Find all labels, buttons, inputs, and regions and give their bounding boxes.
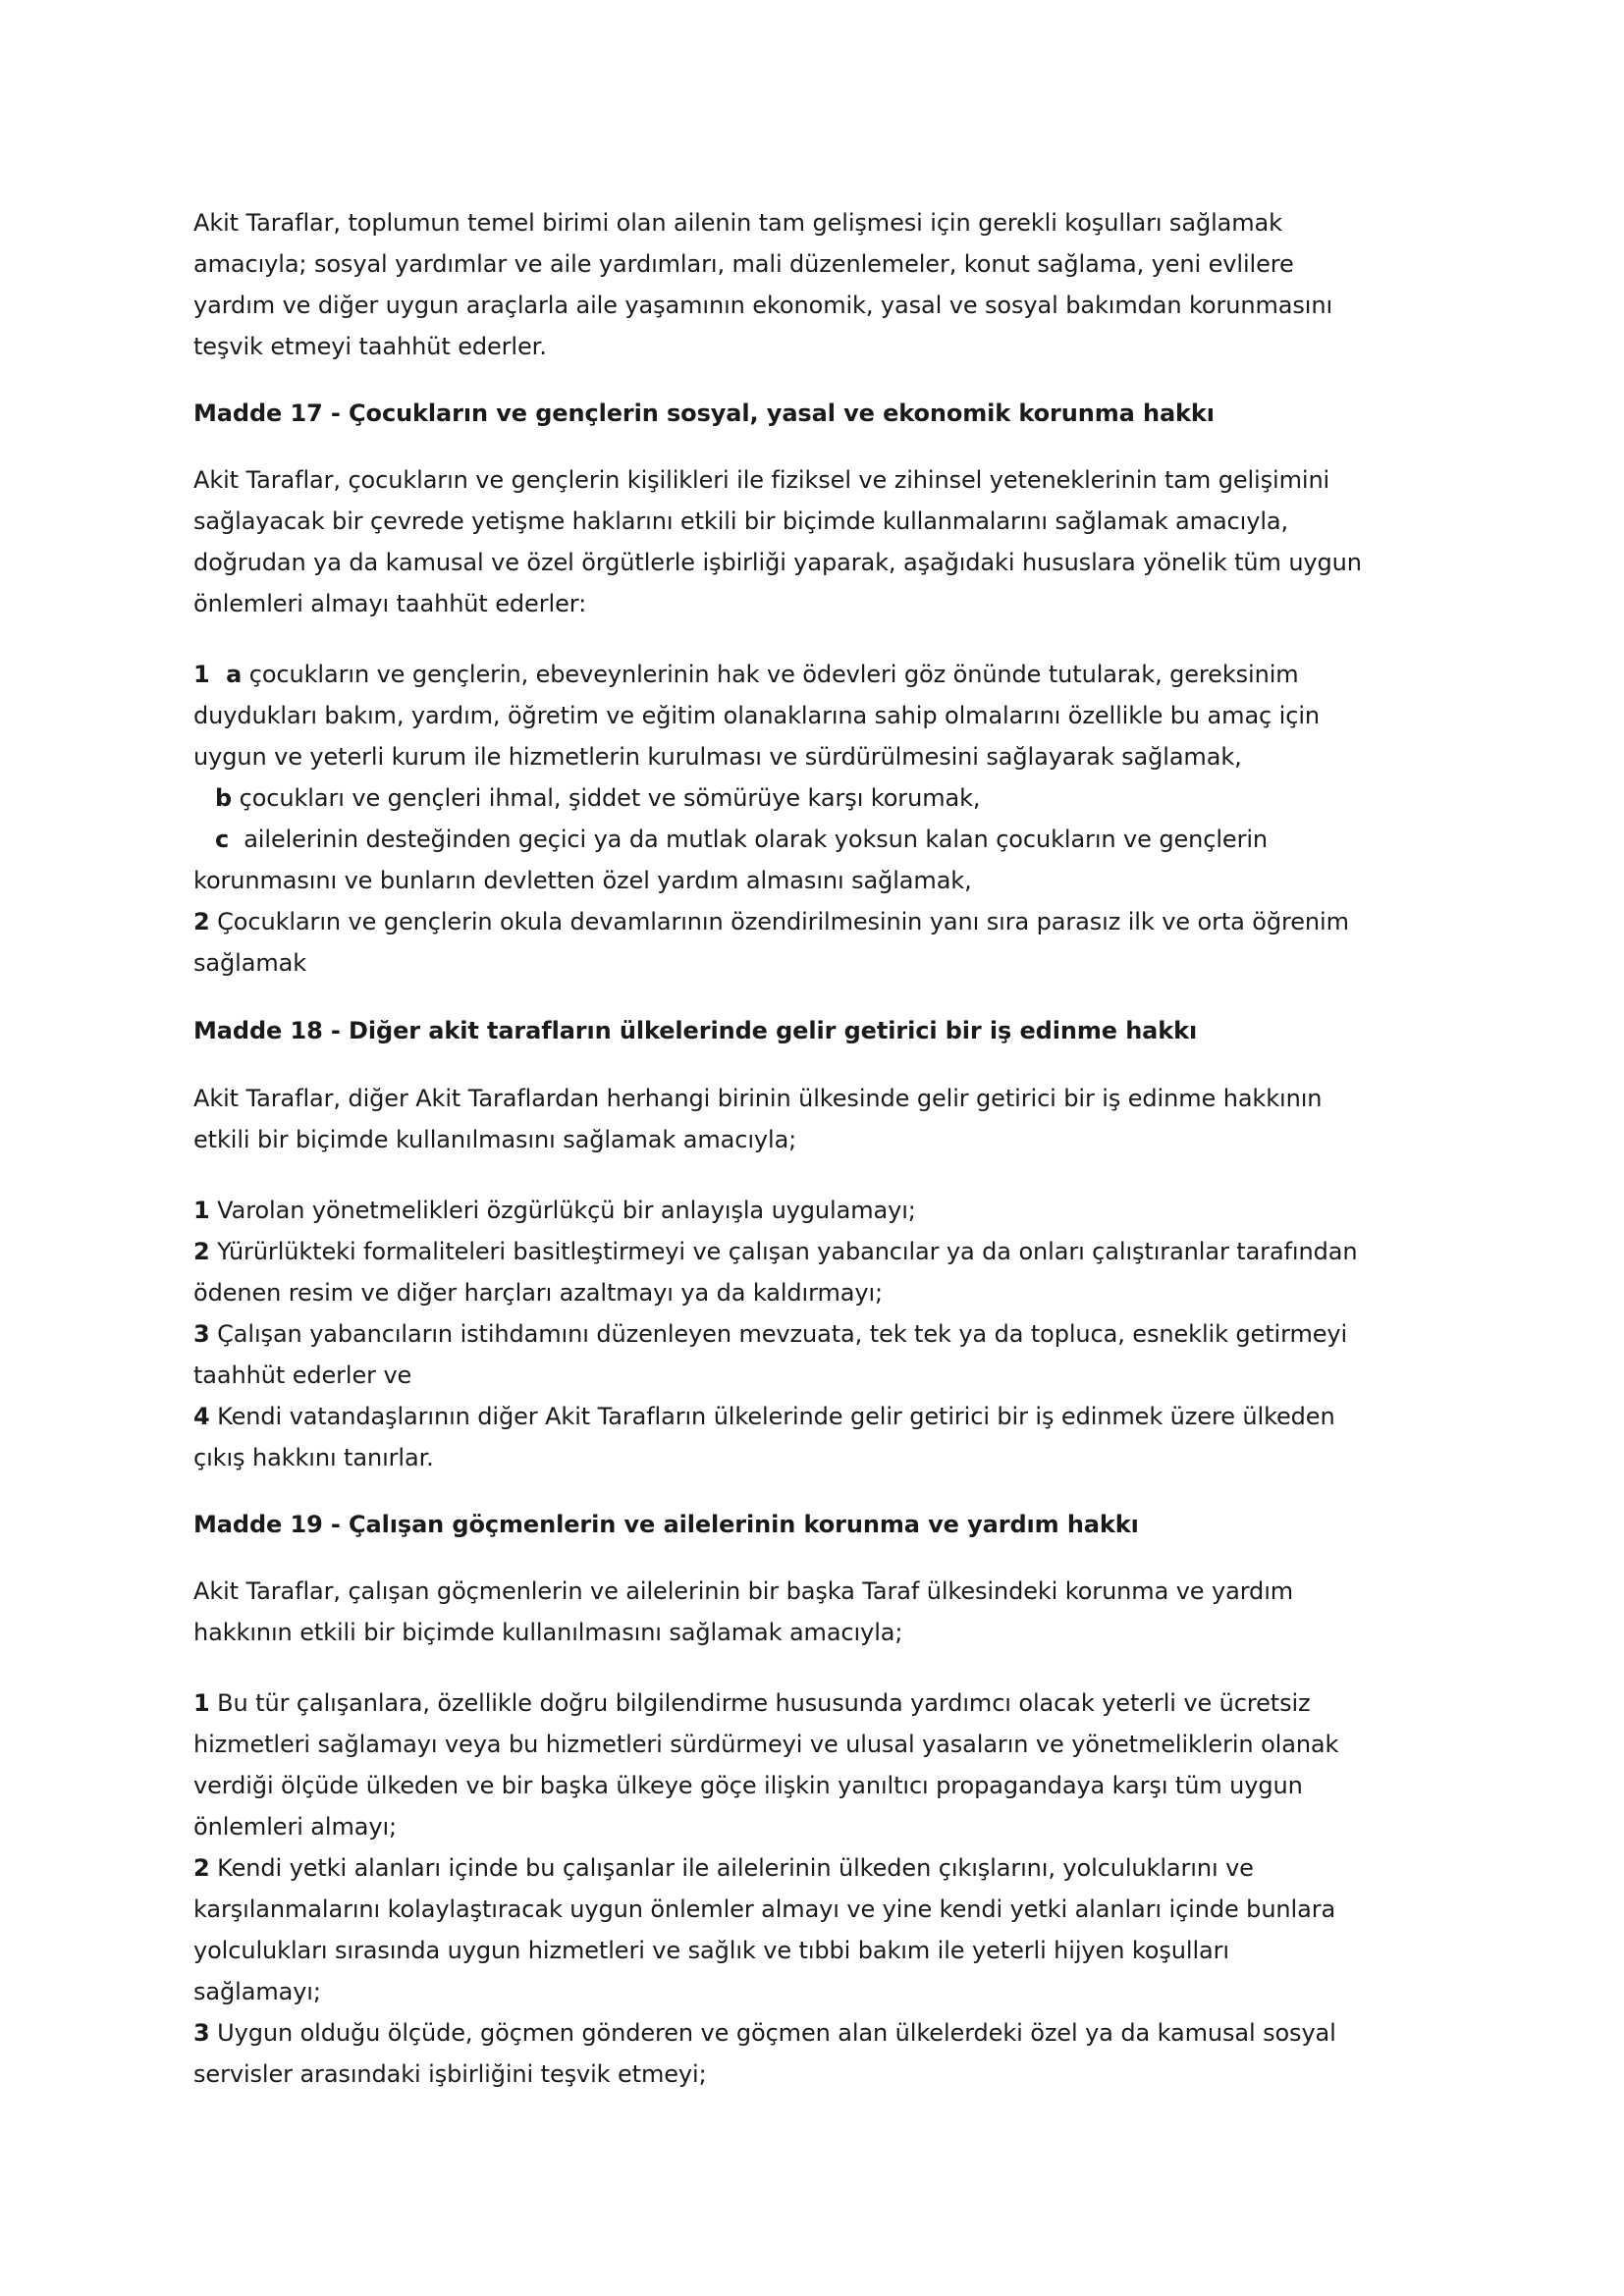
list-item-line bbox=[215, 783, 980, 813]
line-text: teşvik etmeyi taahhüt ederler. bbox=[193, 333, 547, 360]
line-text: karşılanmalarını kolaylaştıracak uygun önlemler almayı ve yine kendi yetki alanları içinde bunlara bbox=[193, 1896, 1336, 1923]
list-marker: 2 bbox=[193, 1238, 210, 1265]
list-item-line bbox=[193, 701, 1320, 730]
list-item-line bbox=[193, 1319, 1347, 1349]
line-text: çıkış hakkını tanırlar. bbox=[193, 1444, 434, 1471]
line-text: hizmetleri sağlamayı veya bu hizmetleri sürdürmeyi ve ulusal yasaların ve yönetmeliklerin olanak bbox=[193, 1731, 1339, 1758]
list-item-line bbox=[193, 1977, 321, 2006]
line-text: Varolan yönetmelikleri özgürlükçü bir anlayışla uygulamayı; bbox=[209, 1197, 916, 1224]
line-text: korunmasını ve bunların devletten özel yardım almasını sağlamak, bbox=[193, 867, 972, 894]
list-marker: b bbox=[215, 784, 233, 812]
line-text: Yürürlükteki formaliteleri basitleştirmeyi ve çalışan yabancılar ya da onları çalıştıranlar tarafından bbox=[209, 1238, 1358, 1265]
list-item-line bbox=[193, 1895, 1335, 1924]
list-item-line bbox=[193, 1688, 1311, 1718]
line-text: etkili bir biçimde kullanılmasını sağlamak amacıyla; bbox=[193, 1126, 797, 1153]
list-item-line bbox=[193, 1730, 1338, 1759]
line-text: doğrudan ya da kamusal ve özel örgütlerle işbirliği yaparak, aşağıdaki hususlara yönelik tüm uygun bbox=[193, 549, 1362, 576]
line-text: Çalışan yabancıların istihdamını düzenleyen mevzuata, tek tek ya da topluca, esneklik getirmeyi bbox=[209, 1320, 1348, 1348]
paragraph-line bbox=[193, 548, 1362, 577]
paragraph-line bbox=[193, 249, 1294, 279]
paragraph-line bbox=[193, 208, 1282, 238]
line-text: ailelerinin desteğinden geçici ya da mutlak olarak yoksun kalan çocukların ve gençlerin bbox=[229, 826, 1269, 853]
list-marker: 3 bbox=[193, 1320, 210, 1348]
paragraph-line bbox=[193, 291, 1332, 320]
list-item-line bbox=[193, 742, 1242, 772]
list-item-line bbox=[193, 1402, 1335, 1431]
line-text: amacıyla; sosyal yardımlar ve aile yardımları, mali düzenlemeler, konut sağlama, yeni evlilere bbox=[193, 250, 1294, 278]
list-item-line bbox=[193, 1361, 411, 1390]
list-item-line bbox=[193, 660, 1299, 689]
line-text: Uygun olduğu ölçüde, göçmen gönderen ve göçmen alan ülkelerdeki özel ya da kamusal sosyal bbox=[209, 2019, 1336, 2047]
list-marker: 2 bbox=[193, 1854, 210, 1882]
line-text: Akit Taraflar, diğer Akit Taraflardan herhangi birinin ülkesinde gelir getirici bir iş edinme hakkının bbox=[193, 1085, 1323, 1112]
line-text: çocukları ve gençleri ihmal, şiddet ve sömürüye karşı korumak, bbox=[232, 784, 981, 812]
list-item-line bbox=[193, 2059, 707, 2089]
line-text: Çocukların ve gençlerin okula devamlarının özendirilmesinin yanı sıra parasız ilk ve orta öğrenim bbox=[209, 908, 1349, 935]
list-item-line bbox=[193, 866, 972, 895]
line-text: verdiği ölçüde ülkeden ve bir başka ülkeye göçe ilişkin yanıltıcı propagandaya karşı tüm uygun bbox=[193, 1772, 1303, 1799]
paragraph-line bbox=[193, 1618, 902, 1647]
list-item-line bbox=[193, 1812, 397, 1842]
paragraph-line bbox=[193, 507, 1288, 536]
list-marker: 1 bbox=[193, 1689, 210, 1717]
line-text: sağlamayı; bbox=[193, 1978, 321, 2005]
line-text: önlemleri almayı; bbox=[193, 1813, 398, 1841]
line-text: ödenen resim ve diğer harçları azaltmayı ya da kaldırmayı; bbox=[193, 1279, 884, 1307]
line-text: uygun ve yeterli kurum ile hizmetlerin kurulması ve sürdürülmesini sağlayarak sağlamak, bbox=[193, 743, 1242, 771]
line-text: Akit Taraflar, toplumun temel birimi olan ailenin tam gelişmesi için gerekli koşulları sağlamak bbox=[193, 209, 1282, 237]
paragraph-line bbox=[193, 465, 1329, 495]
list-item-line bbox=[215, 825, 1268, 854]
line-text: Akit Taraflar, çocukların ve gençlerin kişilikleri ile fiziksel ve zihinsel yeteneklerinin tam gelişimini bbox=[193, 466, 1330, 494]
line-text: önlemleri almayı taahhüt ederler: bbox=[193, 590, 587, 617]
article-heading: Madde 17 - Çocukların ve gençlerin sosyal, yasal ve ekonomik korunma hakkı bbox=[193, 400, 1215, 427]
list-item-line bbox=[193, 1853, 1254, 1883]
list-item-line bbox=[193, 1771, 1303, 1800]
line-text: çocukların ve gençlerin, ebeveynlerinin hak ve ödevleri göz önünde tutularak, gereksinim bbox=[242, 661, 1299, 688]
list-marker: 4 bbox=[193, 1403, 210, 1430]
line-text: Akit Taraflar, çalışan göçmenlerin ve ailelerinin bir başka Taraf ülkesindeki korunma ve yardım bbox=[193, 1577, 1294, 1605]
paragraph-line bbox=[193, 1084, 1322, 1113]
paragraph-line bbox=[193, 1125, 796, 1154]
list-item-line bbox=[193, 1443, 434, 1472]
line-text: sağlayacak bir çevrede yetişme haklarını etkili bir biçimde kullanmalarını sağlamak amacıyla, bbox=[193, 507, 1289, 535]
list-item-line bbox=[193, 907, 1349, 936]
list-marker: c bbox=[215, 826, 230, 853]
article-heading: Madde 18 - Diğer akit tarafların ülkelerinde gelir getirici bir iş edinme hakkı bbox=[193, 1017, 1198, 1044]
list-item-line bbox=[193, 1936, 1229, 1965]
list-marker: 3 bbox=[193, 2019, 210, 2047]
list-marker: 1 a bbox=[193, 661, 243, 688]
line-text: servisler arasındaki işbirliğini teşvik etmeyi; bbox=[193, 2060, 707, 2088]
paragraph-line bbox=[193, 589, 586, 618]
list-item-line bbox=[193, 948, 306, 978]
line-text: yardım ve diğer uygun araçlarla aile yaşamının ekonomik, yasal ve sosyal bakımdan korunmasını bbox=[193, 292, 1333, 319]
paragraph-line bbox=[193, 1576, 1293, 1606]
line-text: sağlamak bbox=[193, 949, 307, 977]
paragraph-line bbox=[193, 332, 547, 361]
list-item-line bbox=[193, 1196, 916, 1225]
line-text: duydukları bakım, yardım, öğretim ve eğitim olanaklarına sahip olmalarını özellikle bu amaç için bbox=[193, 702, 1321, 729]
article-heading: Madde 19 - Çalışan göçmenlerin ve ailelerinin korunma ve yardım hakkı bbox=[193, 1511, 1139, 1538]
list-marker: 2 bbox=[193, 908, 210, 935]
line-text: yolculukları sırasında uygun hizmetleri ve sağlık ve tıbbi bakım ile yeterli hijyen koşulları bbox=[193, 1937, 1229, 1964]
list-item-line bbox=[193, 2018, 1336, 2048]
line-text: taahhüt ederler ve bbox=[193, 1362, 412, 1389]
line-text: Kendi vatandaşlarının diğer Akit Tarafların ülkelerinde gelir getirici bir iş edinmek üzere ülkeden bbox=[209, 1403, 1335, 1430]
list-item-line bbox=[193, 1237, 1357, 1266]
list-marker: 1 bbox=[193, 1197, 210, 1224]
list-item-line bbox=[193, 1278, 883, 1308]
line-text: Kendi yetki alanları içinde bu çalışanlar ile ailelerinin ülkeden çıkışlarını, yolculuklarını ve bbox=[209, 1854, 1254, 1882]
line-text: Bu tür çalışanlara, özellikle doğru bilgilendirme hususunda yardımcı olacak yeterli ve ücretsiz bbox=[209, 1689, 1311, 1717]
line-text: hakkının etkili bir biçimde kullanılmasını sağlamak amacıyla; bbox=[193, 1619, 903, 1646]
